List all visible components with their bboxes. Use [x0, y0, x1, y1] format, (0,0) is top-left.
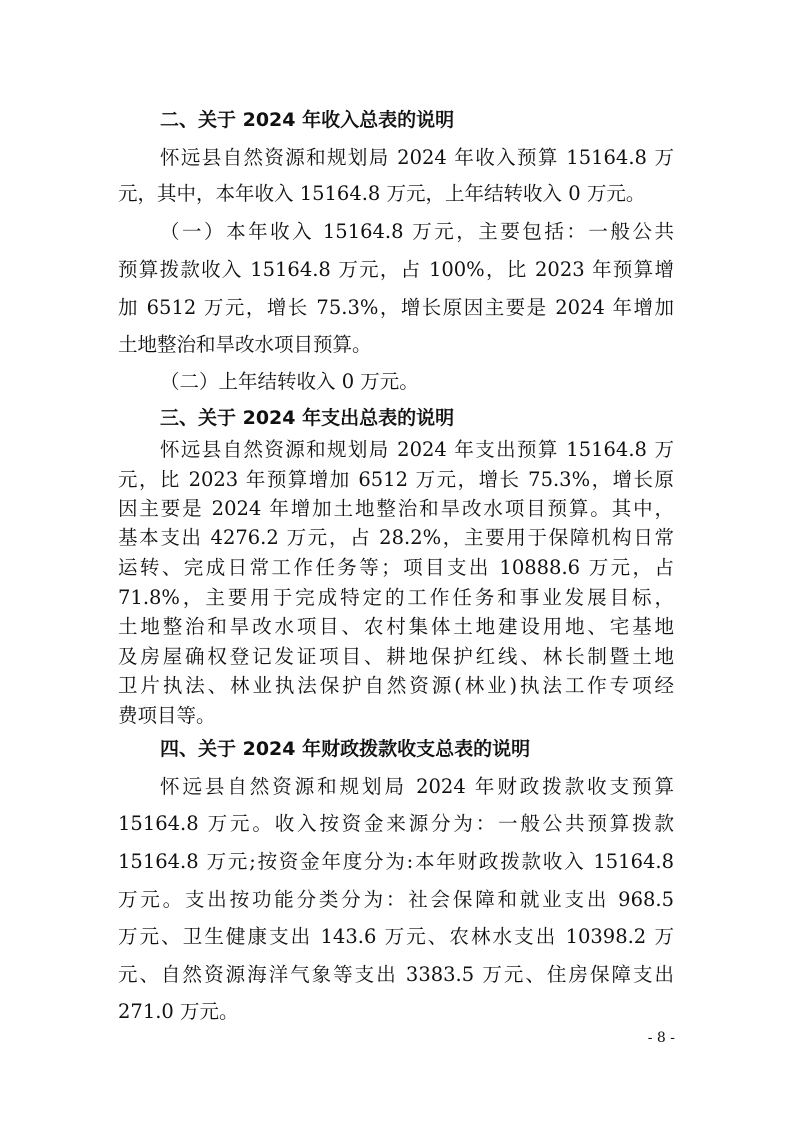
paragraph-line: 元，其中，本年收入 15164.8 万元，上年结转收入 0 万元。 [118, 182, 646, 205]
paragraph-line: 及房屋确权登记发证项目、耕地保护红线、林长制暨土地 [118, 645, 674, 668]
paragraph-line: 因主要是 2024 年增加土地整治和旱改水项目预算。其中， [118, 497, 674, 520]
paragraph-line: 271.0 万元。 [118, 1000, 239, 1023]
paragraph-line: 加 6512 万元，增长 75.3%，增长原因主要是 2024 年增加 [118, 296, 674, 319]
paragraph-line: 土地整治和旱改水项目预算。 [118, 333, 372, 356]
paragraph-line: 预算拨款收入 15164.8 万元，占 100%，比 2023 年预算增 [118, 258, 674, 281]
paragraph-line: 费项目等。 [118, 704, 216, 727]
page-number: - 8 - [647, 1030, 675, 1046]
heading-income-summary: 二、关于 2024 年收入总表的说明 [160, 109, 455, 131]
paragraph-line: 万元。支出按功能分类分为：社会保障和就业支出 968.5 [118, 888, 674, 911]
paragraph-line: 运转、完成日常工作任务等；项目支出 10888.6 万元，占 [118, 556, 674, 579]
paragraph-line: （二）上年结转收入 0 万元。 [160, 370, 419, 393]
heading-fiscal-allocation-summary: 四、关于 2024 年财政拨款收支总表的说明 [160, 738, 531, 760]
paragraph-line: 71.8%，主要用于完成特定的工作任务和事业发展目标， [118, 586, 674, 609]
paragraph-line: 怀远县自然资源和规划局 2024 年支出预算 15164.8 万 [160, 438, 674, 461]
paragraph-line: 元、自然资源海洋气象等支出 3383.5 万元、住房保障支出 [118, 963, 674, 986]
paragraph-line: 15164.8 万元;按资金年度分为:本年财政拨款收入 15164.8 [118, 850, 674, 873]
paragraph-line: 基本支出 4276.2 万元，占 28.2%，主要用于保障机构日常 [118, 526, 674, 549]
paragraph-line: 卫片执法、林业执法保护自然资源(林业)执法工作专项经 [118, 674, 674, 697]
paragraph-line: 万元、卫生健康支出 143.6 万元、农林水支出 10398.2 万 [118, 925, 674, 948]
paragraph-line: 土地整治和旱改水项目、农村集体土地建设用地、宅基地 [118, 615, 674, 638]
paragraph-line: （一）本年收入 15164.8 万元，主要包括：一般公共 [160, 220, 674, 243]
paragraph-line: 怀远县自然资源和规划局 2024 年收入预算 15164.8 万 [160, 146, 674, 169]
paragraph-line: 元，比 2023 年预算增加 6512 万元，增长 75.3%，增长原 [118, 468, 674, 491]
paragraph-line: 15164.8 万元。收入按资金来源分为：一般公共预算拨款 [118, 812, 674, 835]
paragraph-line: 怀远县自然资源和规划局 2024 年财政拨款收支预算 [160, 775, 674, 798]
heading-expenditure-summary: 三、关于 2024 年支出总表的说明 [160, 407, 455, 429]
